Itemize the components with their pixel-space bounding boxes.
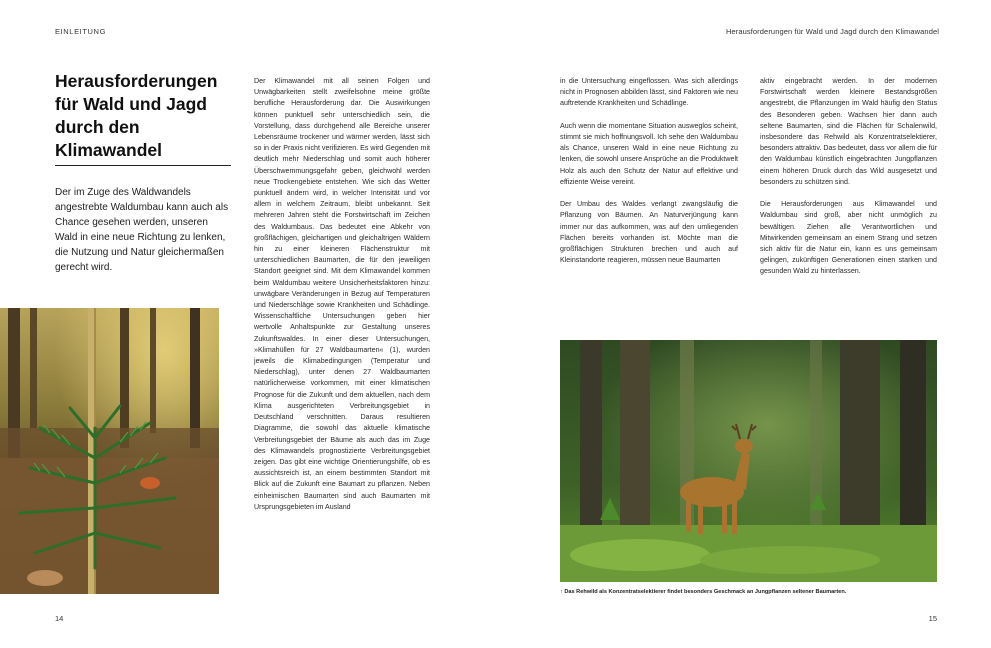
chapter-title: Herausforderungen für Wald und Jagd durch den Klimawandel [55,71,218,160]
roe-deer-photo-graphic [560,340,937,582]
title-divider [55,165,231,166]
body-column-1 [254,76,430,513]
running-header-chapter: Herausforderungen für Wald und Jagd durch den Klimawandel [725,27,939,36]
lead-paragraph: Der im Zuge des Waldwandels angestrebte Waldumbau kann auch als Chance gesehen werden, unseren Wald in eine neue Richtung zu lenken, die Nutzung und Natur gleichermaßen gerecht wird. [55,187,229,273]
page-number-left: 14 [55,614,64,623]
body-paragraph: in die Untersuchung eingeflossen. Was sich allerdings nicht in Prognosen abbilden lässt, sind Faktoren wie neu auftretende Krankheiten und Schädlinge. [560,77,738,108]
running-header-section: EINLEITUNG [55,27,107,36]
body-column-3 [760,76,937,278]
body-paragraph: Der Klimawandel mit all seinen Folgen und Unwägbarkeiten stellt zweifelsohne meine größte berufliche Herausforderung dar. Die Auswirkungen können punktuell sehr unterschiedlich sein, die Vorstellung, dass durchgehend alle Bereiche unserer Lebensräume trockener und wärmer werden, lässt sich so in der Praxis nicht verifizieren. Es wird Gegenden mit deutlich mehr Niederschlag und somit auch höherer Überschwemmungsgefahr geben, gleichwohl werden neue Trockengebiete entstehen. Wie sich das Wetter punktuell ändern wird, in welcher Intensität und vor allem in welchem Zeitraum, bleibt unbekannt. Seit mehreren Jahren steht die Forstwirtschaft im Zeichen des Waldumbaus. Das bedeutet eine Abkehr von großflächigen, gleichartigen und gleichaltrigen Wäldern hin zu einer kleineren Flächenstruktur mit unterschiedlichen Baumarten, die für den jeweiligen Standort geeignet sind. Mit dem Klimawandel kommen beim Waldumbau weitere Unsicherheitsfaktoren hinzu: unwägbare Veränderungen in Bezug auf Temperaturen und Niederschläge sowie Krankheiten und Schädlinge. Wissenschaftliche Untersuchungen geben hier wertvolle Anhaltspunkte zur Gestaltung unseres Zukunftswaldes. In einer dieser Untersuchungen, »Klimahüllen für 27 Waldbaumarten« (1), wurden jeweils die Klimabedingungen (Temperatur und Niederschlag), unter denen 27 Waldbaumarten natürlicherweise vorkommen, mit einer klimatischen Prognose für die Zukunft und dem aktuellen, nach dem Klima ausgerichteten Verbreitungsgebiet in Deutschland verschnitten. Daraus resultieren Diagramme, die sowohl das aktuelle klimatische Verbreitungsgebiet der Bäume als auch das im Zuge des Klimawandels prognostizierte Verbreitungsgebiet zeigen. Das gibt eine wichtige Orientierungshilfe, ob es aussichtsreich ist, an einem bestimmten Standort mit Blick auf die Zukunft eine Baumart zu pflanzen. Neben einheimischen Baumarten sind auch Baumarten mit Ursprungsgebieten im Ausland [254,77,430,511]
body-paragraph: Der Umbau des Waldes verlangt zwangsläufig die Pflanzung von Bäumen. An Naturverjüngung kann immer nur das aufkommen, was auf den umliegenden Flächen bereits vorhanden ist. Möchte man die großflächigen Strukturen brechen und auch auf Kleinstandorte reagieren, müssen neue Baumarten [560,200,738,265]
body-paragraph: aktiv eingebracht werden. In der modernen Forstwirtschaft werden kleinere Bestandsgrößen angestrebt, die Pflanzungen im Wald häufig den Status des Besonderen geben. Wachsen hier dann auch seltene Baumarten, sind die Flächen für Schalenwild, insbesondere das Rehwild als Konzentratselektierer, besonders attraktiv. Das bedeutet, dass vor allem die für den Waldumbau künstlich eingebrachten Jungpflanzen einem höheren Druck durch das Wild ausgesetzt und besonders zu schützen sind. [760,77,937,186]
body-paragraph: Auch wenn die momentane Situation ausweglos scheint, stimmt sie mich hoffnungsvoll. Ich sehe den Waldumbau als Chance, unseren Wald in eine neue Richtung zu lenken, die sowohl unsere Ansprüche an die Produktwelt Holz als auch den Schutz der Natur auf effektive und effiziente Weise vereint. [560,121,738,186]
photo-caption: ↑ Das Rehwild als Konzentratselektierer findet besonders Geschmack an Jungpflanzen seltener Baumarten. [560,589,847,595]
page-number-right: 15 [928,614,937,623]
body-paragraph: Die Herausforderungen aus Klimawandel und Waldumbau sind groß, aber nicht unmöglich zu bewältigen. Ziehen alle Verantwortlichen und Mitwirkenden gemeinsam an einem Strang und setzen sich aktiv für die Natur ein, kann es uns gemeinsam gelingen, zukünftigen Generationen einen starken und gesunden Wald zu hinterlassen. [760,200,937,276]
body-column-2 [560,76,738,266]
roe-deer-photo [560,340,937,582]
sapling-photo [0,308,219,594]
sapling-photo-graphic [0,308,219,594]
